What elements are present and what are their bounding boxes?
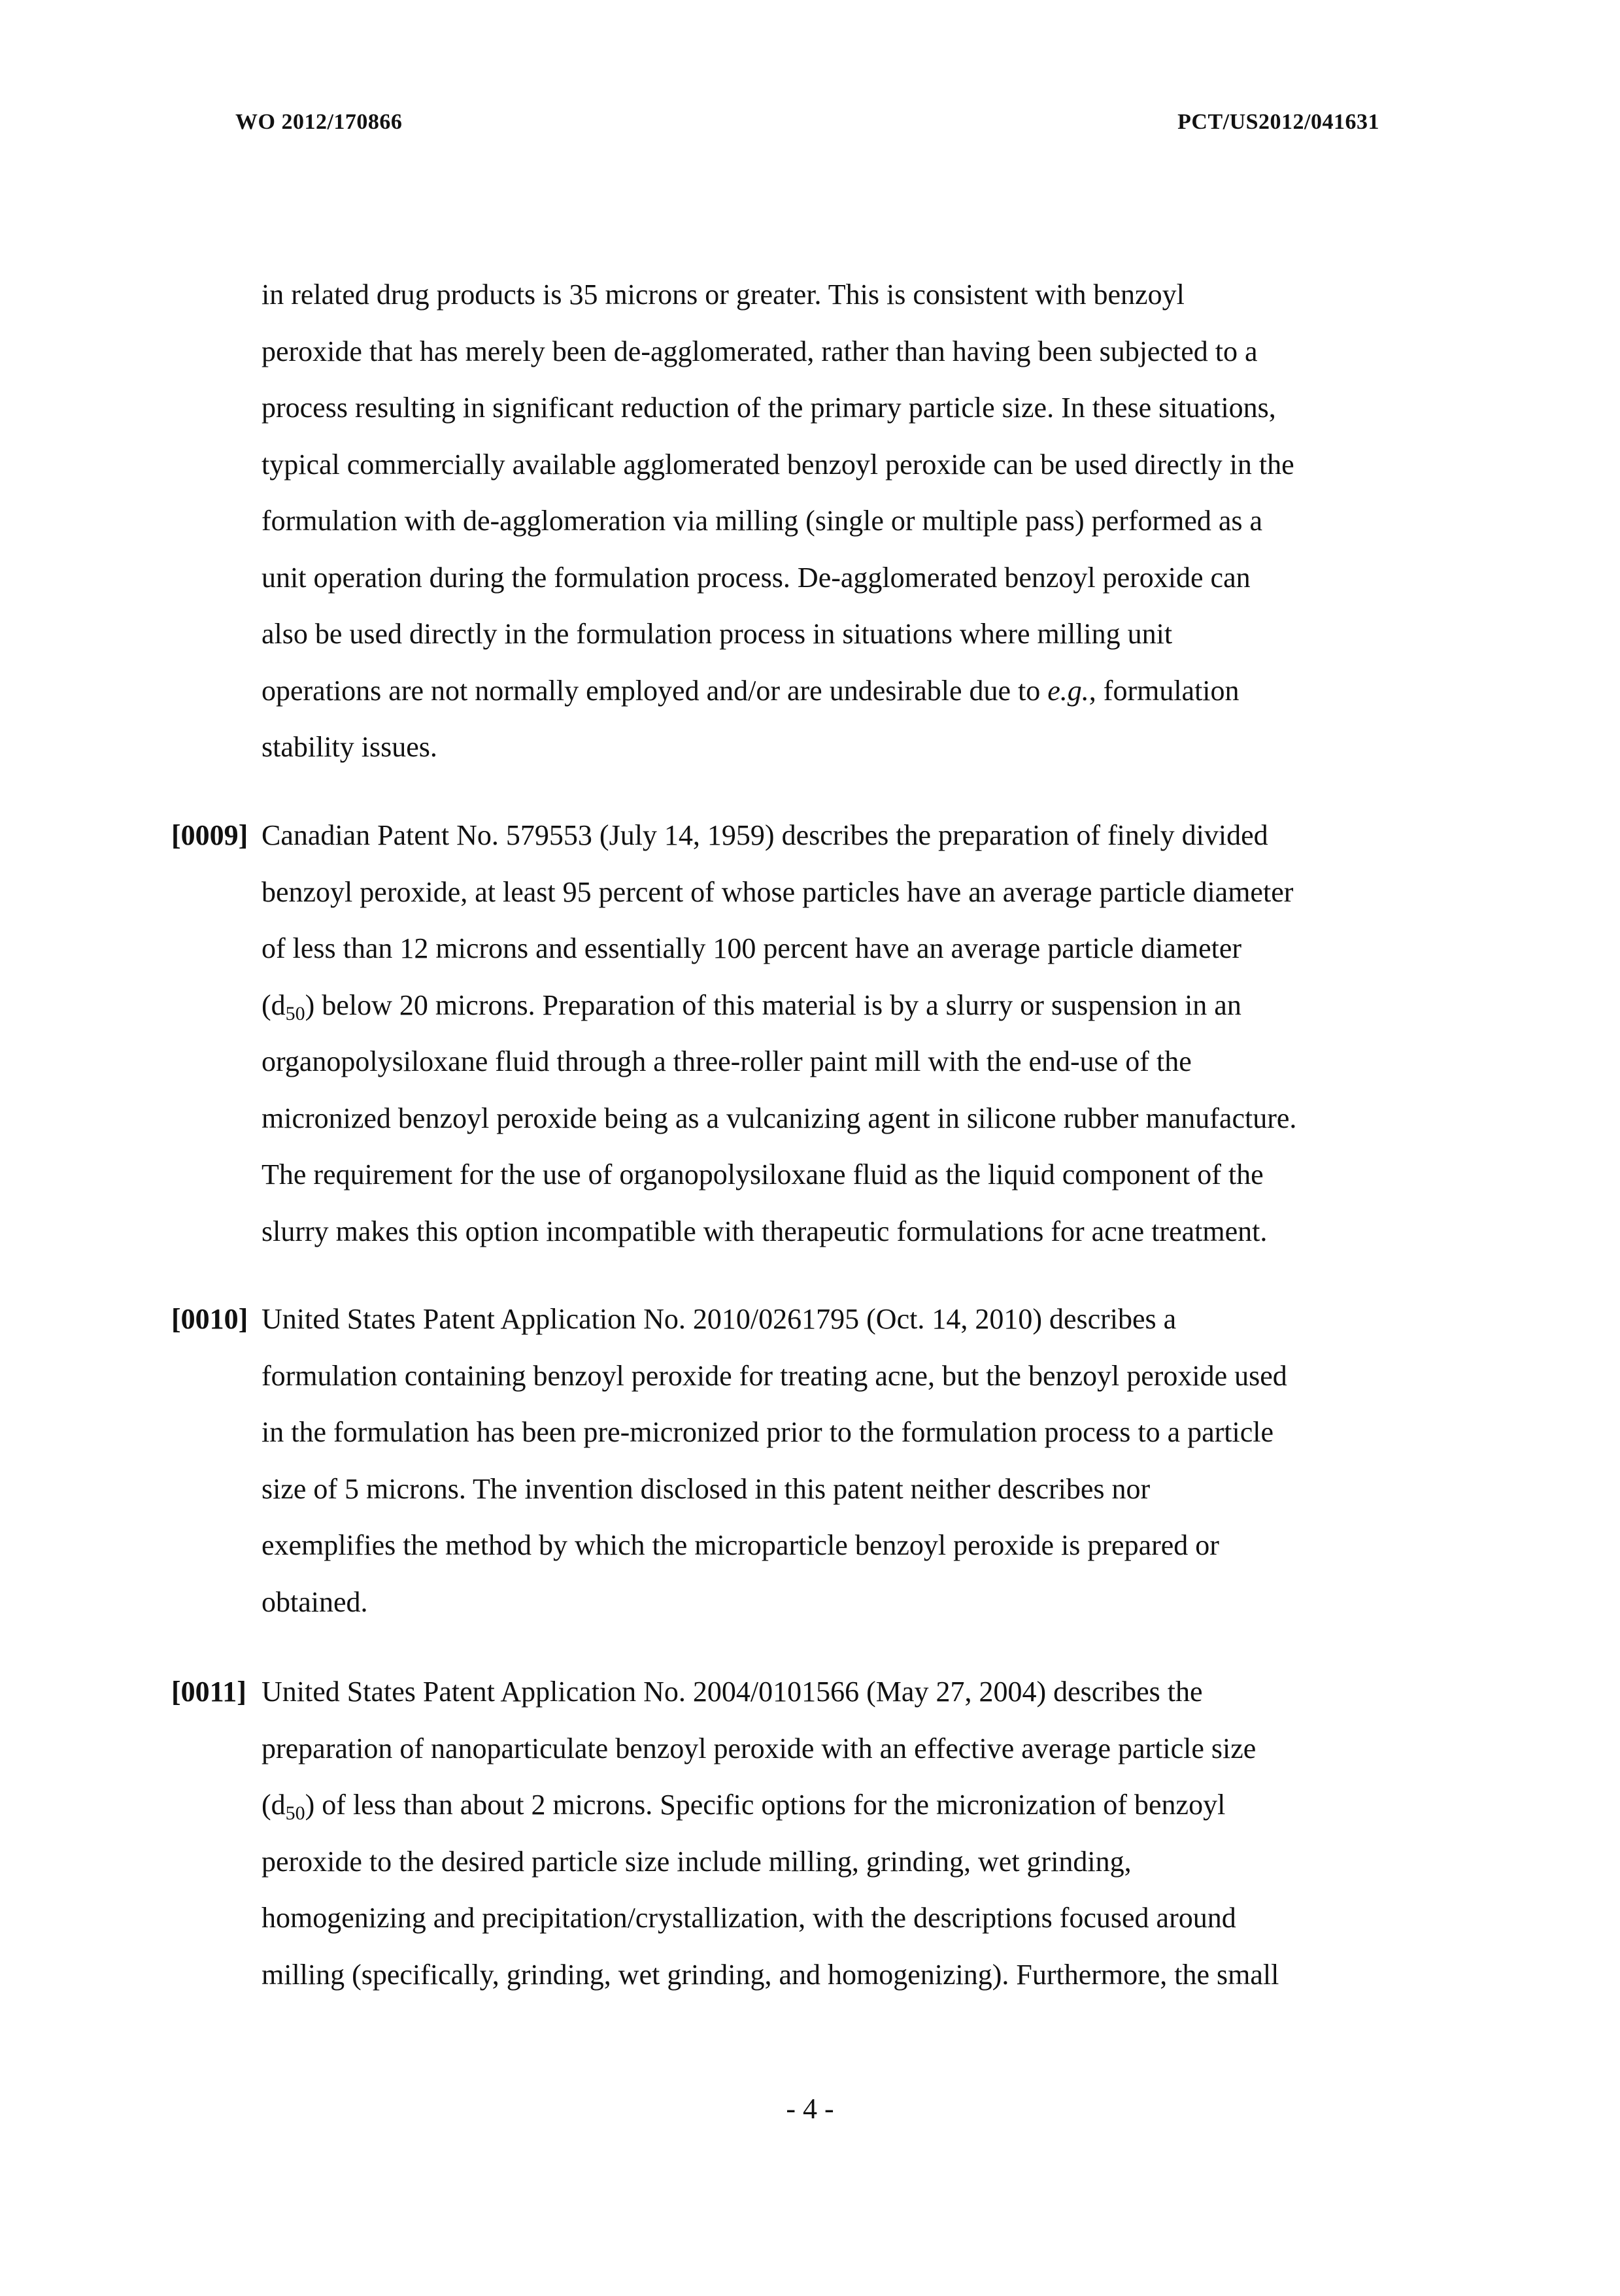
text-line: obtained. — [262, 1585, 368, 1618]
text-segment: (d — [262, 1789, 286, 1821]
text-line: peroxide to the desired particle size include milling, grinding, wet grinding, — [262, 1845, 1132, 1878]
paragraph-0010 — [262, 1291, 1432, 1630]
page-number: - 4 - — [786, 2093, 834, 2125]
text-line: micronized benzoyl peroxide being as a vulcanizing agent in silicone rubber manufacture. — [262, 1102, 1297, 1134]
paragraph-number: [0011] — [171, 1676, 246, 1708]
text-line: also be used directly in the formulation process in situations where milling unit — [262, 618, 1173, 650]
text-line — [262, 663, 1432, 720]
subscript: 50 — [285, 1002, 305, 1024]
text-line: United States Patent Application No. 2010/0261795 (Oct. 14, 2010) describes a — [262, 1303, 1177, 1335]
text-line: The requirement for the use of organopolysiloxane fluid as the liquid component of the — [262, 1158, 1264, 1190]
subscript: 50 — [285, 1802, 305, 1824]
text-line: size of 5 microns. The invention disclosed in this patent neither describes nor — [262, 1472, 1151, 1505]
text-line: Canadian Patent No. 579553 (July 14, 1959) describes the preparation of finely divided — [262, 819, 1268, 851]
text-line: process resulting in significant reduction of the primary particle size. In these situations, — [262, 392, 1276, 424]
italic-abbreviation: e.g. — [1047, 674, 1089, 707]
text-segment: (d — [262, 988, 286, 1021]
text-segment: operations are not normally employed and/or are undesirable due to — [262, 674, 1048, 707]
text-line: slurry makes this option incompatible with therapeutic formulations for acne treatment. — [262, 1215, 1268, 1247]
paragraph-number: [0009] — [171, 819, 248, 851]
paragraph-number: [0010] — [171, 1303, 248, 1335]
text-line: peroxide that has merely been de-agglomerated, rather than having been subjected to a — [262, 335, 1258, 367]
text-segment: ) of less than about 2 microns. Specific options for the micronization of benzoyl — [305, 1789, 1226, 1821]
text-segment: ) below 20 microns. Preparation of this material is by a slurry or suspension in an — [305, 988, 1241, 1021]
text-line: of less than 12 microns and essentially 100 percent have an average particle diameter — [262, 932, 1242, 964]
continuation-paragraph — [262, 267, 1432, 776]
text-line: milling (specifically, grinding, wet grinding, and homogenizing). Furthermore, the small — [262, 1958, 1279, 1991]
paragraph-0009 — [262, 807, 1432, 1260]
paragraph-0011 — [262, 1664, 1432, 2003]
text-segment: , formulation — [1088, 674, 1240, 707]
text-line: typical commercially available agglomerated benzoyl peroxide can be used directly in the — [262, 448, 1294, 481]
text-line: exemplifies the method by which the microparticle benzoyl peroxide is prepared or — [262, 1529, 1219, 1561]
text-line: formulation with de-agglomeration via milling (single or multiple pass) performed as a — [262, 505, 1263, 537]
text-line — [262, 977, 1432, 1034]
text-line: United States Patent Application No. 2004/0101566 (May 27, 2004) describes the — [262, 1676, 1203, 1708]
text-line: benzoyl peroxide, at least 95 percent of whose particles have an average particle diameter — [262, 875, 1294, 908]
publication-number: WO 2012/170866 — [235, 110, 403, 134]
text-line: stability issues. — [262, 731, 437, 763]
text-line: homogenizing and precipitation/crystallization, with the descriptions focused around — [262, 1902, 1236, 1934]
text-line: unit operation during the formulation process. De-agglomerated benzoyl peroxide can — [262, 561, 1251, 594]
text-line: in related drug products is 35 microns or greater. This is consistent with benzoyl — [262, 279, 1185, 311]
text-line: preparation of nanoparticulate benzoyl peroxide with an effective average particle size — [262, 1732, 1257, 1764]
application-number: PCT/US2012/041631 — [1177, 110, 1379, 134]
text-line: in the formulation has been pre-micronized prior to the formulation process to a particle — [262, 1416, 1274, 1448]
text-line: formulation containing benzoyl peroxide for treating acne, but the benzoyl peroxide used — [262, 1359, 1287, 1392]
text-line — [262, 1777, 1432, 1834]
text-line: organopolysiloxane fluid through a three-roller paint mill with the end-use of the — [262, 1045, 1192, 1077]
